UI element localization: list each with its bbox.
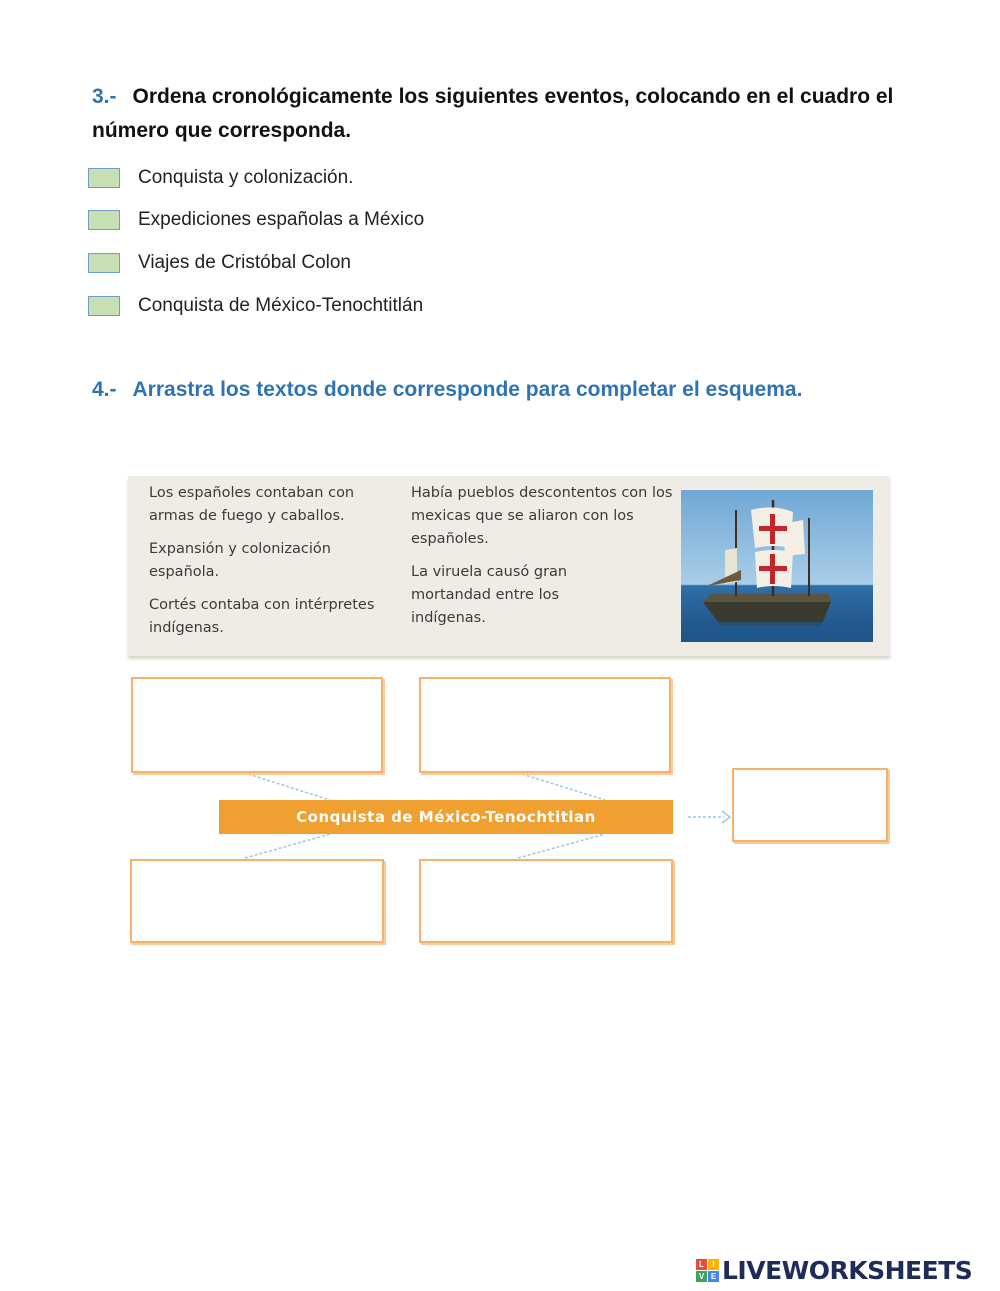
order-item-label: Conquista y colonización. xyxy=(138,167,354,188)
logo-text: LIVEWORKSHEETS xyxy=(722,1256,973,1285)
draggable-text[interactable]: Expansión y colonización española. xyxy=(149,541,331,580)
drop-zone-bottom-right[interactable] xyxy=(419,859,673,943)
question-4-text: Arrastra los textos donde corresponde para completar el esquema. xyxy=(132,378,803,401)
draggable-text[interactable]: Cortés contaba con intérpretes indígenas. xyxy=(149,597,375,636)
logo-tile: E xyxy=(708,1271,719,1282)
drop-zone-bottom-left[interactable] xyxy=(130,859,384,943)
logo-tile: V xyxy=(696,1271,707,1282)
logo-tile: I xyxy=(708,1259,719,1270)
liveworksheets-logo xyxy=(696,1256,972,1285)
question-4-number: 4.- xyxy=(92,378,117,401)
order-item-label: Viajes de Cristóbal Colon xyxy=(138,252,351,273)
logo-tiles-icon xyxy=(696,1259,719,1282)
drop-zone-top-right[interactable] xyxy=(419,677,671,773)
order-item-label: Expediciones españolas a México xyxy=(138,209,425,230)
drop-zone-result[interactable] xyxy=(732,768,888,842)
question-3-number: 3.- xyxy=(92,85,117,108)
center-banner: Conquista de México-Tenochtitlan xyxy=(219,800,673,834)
draggable-text[interactable]: Había pueblos descontentos con los mexicas que se aliaron con los españoles. xyxy=(411,485,673,547)
question-3-text: Ordena cronológicamente los siguientes eventos, colocando en el cuadro el número que corresponda. xyxy=(92,85,894,142)
order-item-label: Conquista de México-Tenochtitlán xyxy=(138,295,424,316)
drop-zone-top-left[interactable] xyxy=(131,677,383,773)
draggable-text[interactable]: Los españoles contaban con armas de fuego y caballos. xyxy=(149,485,355,524)
draggable-text[interactable]: La viruela causó gran mortandad entre los indígenas. xyxy=(411,564,568,626)
logo-tile: L xyxy=(696,1259,707,1270)
